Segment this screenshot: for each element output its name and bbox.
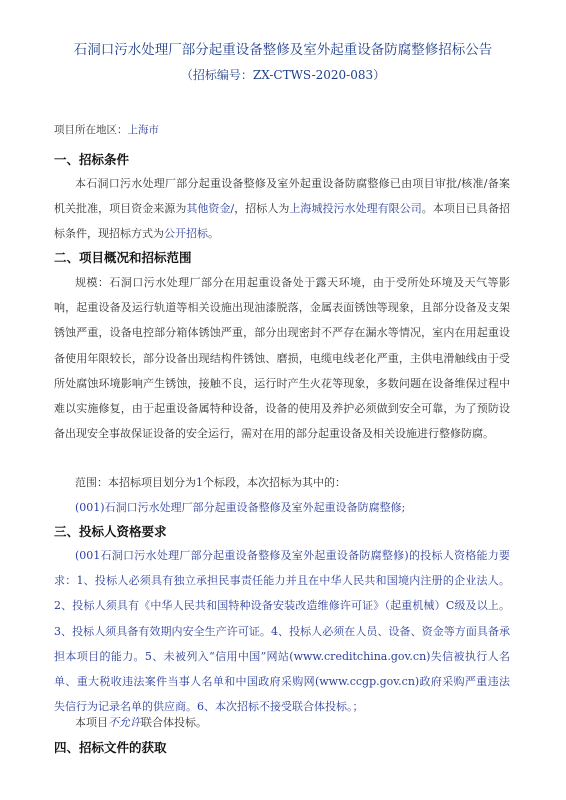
- lot-count: 1: [196, 476, 203, 489]
- location-value: 上海市: [127, 124, 159, 136]
- tender-number: （招标编号：ZX-CTWS-2020-083）: [180, 68, 386, 82]
- section-2-scale: 规模：石洞口污水处理厂部分在用起重设备处于露天环境，由于受所处环境及天气等影响，起重设备及运行轨道等相关设施出现油漆脱落，金属表面锈蚀等现象，且部分设备及支架锈蚀严重，设备电控部分箱体锈蚀严重，部分出现密封不严存在漏水等情况，室内在用起重设备使用年限较长，部分设备出现结构件锈蚀、磨损，电缆电线老化严重，主供电滑触线由于受所处腐蚀环境影响产生锈蚀，接触不良，运行时产生火花等现象，多数问题在设备维保过程中难以实施修复，由于起重设备属特种设备，设备的使用及养护必须做到安全可靠，为了预防设备出现安全事故保证设备的安全运行，需对在用的部分起重设备及相关设施进行整修防腐。: [54, 276, 510, 441]
- section-3-requirements: (001石洞口污水处理厂部分起重设备整修及室外起重设备防腐整修)的投标人资格能力要求：1、投标人必须具有独立承担民事责任能力并且在中华人民共和国境内注册的企业法人。2、投标人须具有《中华人民共和国特种设备安装改造维修许可证》（起重机械）C级及以上。3、投标人须具备有效期内安全生产许可证。4、投标人必须在人员、设备、资金等方面具备承担本项目的能力。5、未被列入“信用中国”网站(www.creditchina.gov.cn)失信被执行人名单、重大税收违法案件当事人名单和中国政府采购网(www.ccgp.gov.cn)政府采购严重违法失信行为记录名单的供应商。6、本次招标不接受联合体投标。；: [54, 549, 510, 714]
- section-3-heading: 三、投标人资格要求: [54, 524, 167, 539]
- tenderer-name: 上海城投污水处理有限公司: [289, 202, 422, 216]
- joint-bid-status: 不允许: [108, 716, 141, 729]
- section-1-heading: 一、招标条件: [54, 152, 130, 167]
- project-location: [54, 122, 159, 138]
- location-label: 项目所在地区：: [54, 124, 128, 136]
- section-2-scope: 范围：本招标项目划分为1个标段，本次招标为其中的：: [75, 476, 346, 489]
- joint-bid-note: 本项目不允许联合体投标。: [75, 716, 207, 729]
- section-2-heading: 二、项目概况和招标范围: [54, 250, 192, 265]
- page-title: 石洞口污水处理厂部分起重设备整修及室外起重设备防腐整修招标公告: [73, 42, 493, 58]
- section-4-heading: 四、招标文件的获取: [54, 740, 167, 755]
- section-1-paragraph: 本石洞口污水处理厂部分起重设备整修及室外起重设备防腐整修已由项目审批/核准/备案机关批准，项目资金来源为其他资金/，招标人为上海城投污水处理有限公司。本项目已具备招标条件，现招标方式为公开招标。: [54, 177, 510, 241]
- lot-item: (001)石洞口污水处理厂部分起重设备整修及室外起重设备防腐整修;: [75, 501, 406, 514]
- tender-method: 公开招标: [164, 227, 208, 241]
- fund-source: 其他资金/: [186, 202, 235, 216]
